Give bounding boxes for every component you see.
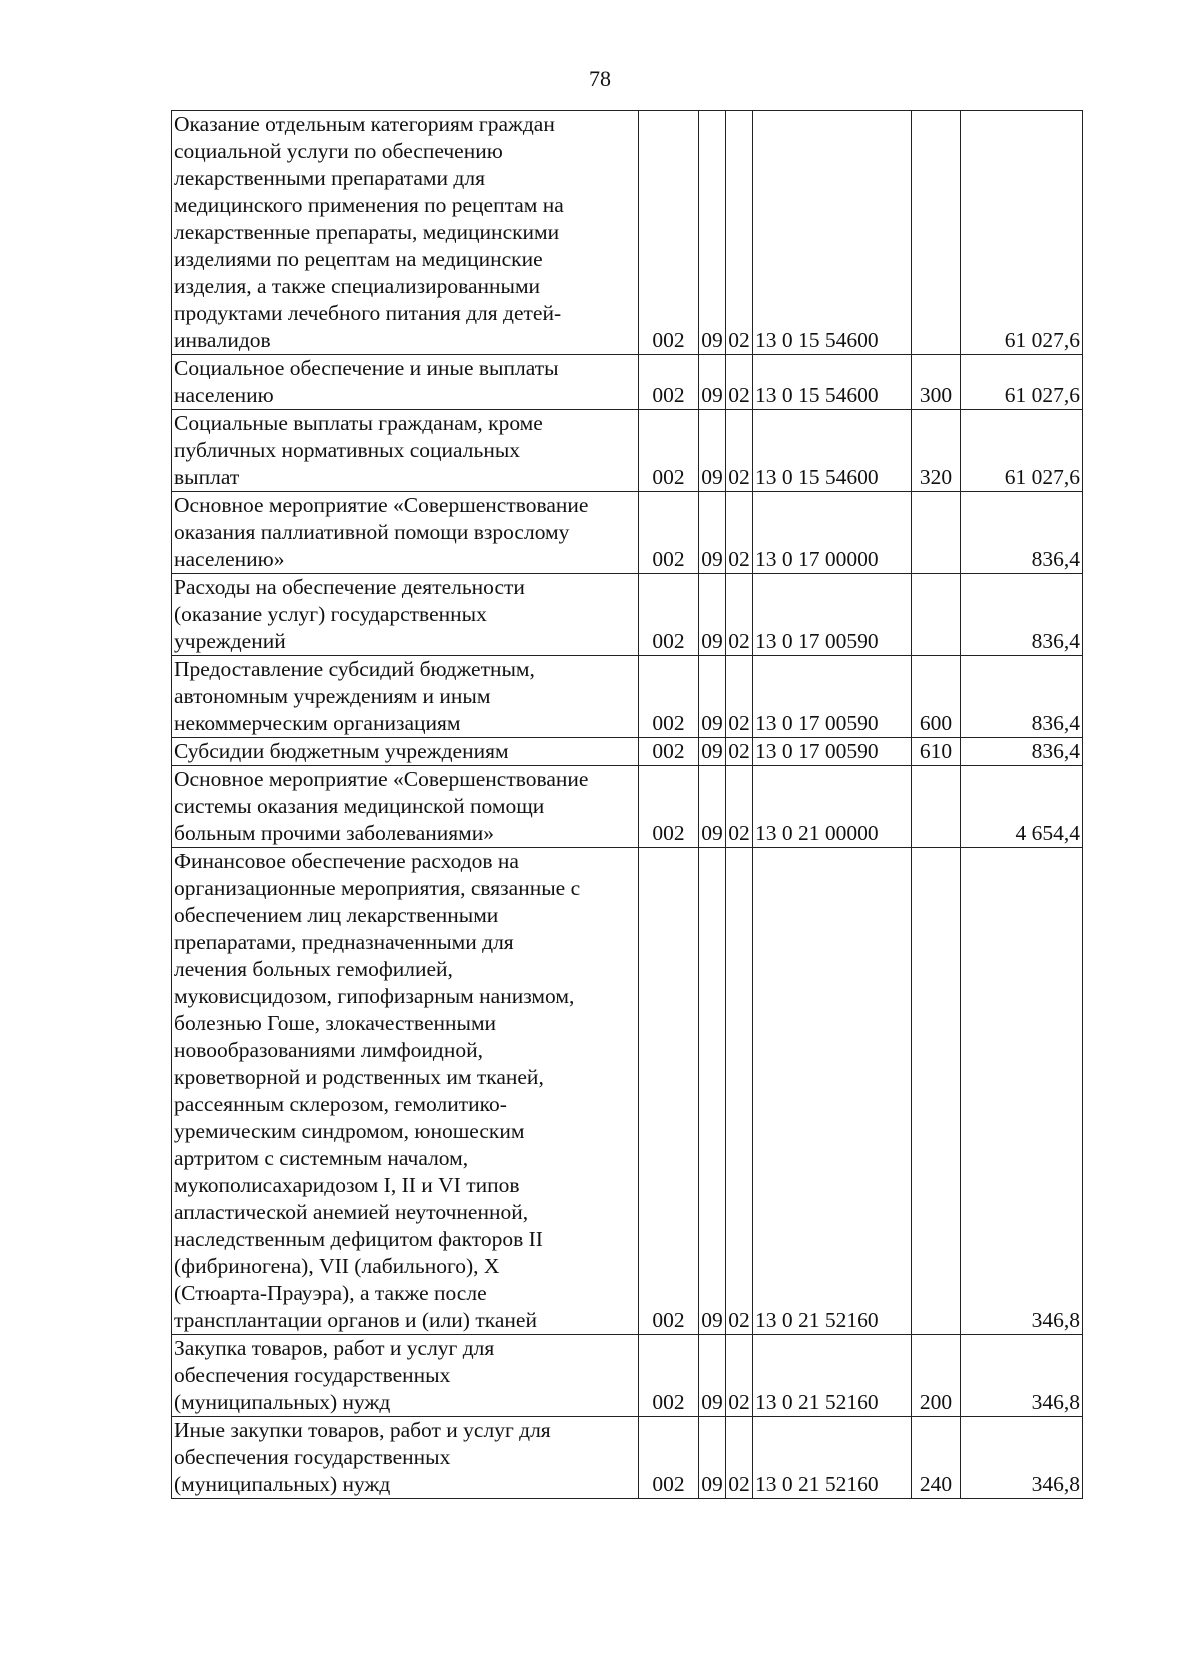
description-cell (172, 1417, 639, 1499)
description-line: системы оказания медицинской помощи (174, 794, 545, 818)
description-line: инвалидов (174, 328, 271, 352)
section-code-cell: 09 (699, 574, 726, 656)
admin-code-cell: 002 (639, 848, 699, 1335)
expense-type-cell: 200 (912, 1335, 961, 1417)
description-line: Социальное обеспечение и иные выплаты (174, 356, 559, 380)
admin-code-cell: 002 (639, 410, 699, 492)
target-article-cell: 13 0 21 00000 (753, 766, 912, 848)
admin-code-cell: 002 (639, 574, 699, 656)
expense-type-cell: 600 (912, 656, 961, 738)
description-line: новообразованиями лимфоидной, (174, 1038, 484, 1062)
subsection-code-cell: 02 (726, 848, 753, 1335)
subsection-code-cell: 02 (726, 410, 753, 492)
expense-type-cell (912, 848, 961, 1335)
amount-cell: 346,8 (961, 1335, 1083, 1417)
section-code-cell: 09 (699, 848, 726, 1335)
admin-code-cell: 002 (639, 738, 699, 766)
description-line: наследственным дефицитом факторов II (174, 1227, 543, 1251)
table-row (172, 410, 1083, 492)
description-line: изделия, а также специализированными (174, 274, 541, 298)
target-article-cell: 13 0 17 00590 (753, 574, 912, 656)
target-article-cell: 13 0 15 54600 (753, 111, 912, 355)
description-line: оказания паллиативной помощи взрослому (174, 520, 570, 544)
table-row (172, 738, 1083, 766)
description-line: артритом с системным началом, (174, 1146, 469, 1170)
description-cell (172, 492, 639, 574)
amount-cell: 61 027,6 (961, 111, 1083, 355)
description-cell (172, 111, 639, 355)
expense-type-cell (912, 492, 961, 574)
description-line: Финансовое обеспечение расходов на (174, 849, 519, 873)
description-line: мукополисахаридозом I, II и VI типов (174, 1173, 520, 1197)
expense-type-cell (912, 574, 961, 656)
target-article-cell: 13 0 15 54600 (753, 355, 912, 410)
description-line: апластической анемией неуточненной, (174, 1200, 529, 1224)
description-line: Закупка товаров, работ и услуг для (174, 1336, 495, 1360)
section-code-cell: 09 (699, 766, 726, 848)
amount-cell: 61 027,6 (961, 355, 1083, 410)
amount-cell: 346,8 (961, 1417, 1083, 1499)
target-article-cell: 13 0 17 00590 (753, 738, 912, 766)
description-cell (172, 738, 639, 766)
description-line: изделиями по рецептам на медицинские (174, 247, 543, 271)
subsection-code-cell: 02 (726, 111, 753, 355)
description-line: некоммерческим организациям (174, 711, 461, 735)
section-code-cell: 09 (699, 1335, 726, 1417)
table-row (172, 574, 1083, 656)
description-cell (172, 574, 639, 656)
section-code-cell: 09 (699, 410, 726, 492)
description-line: муковисцидозом, гипофизарным нанизмом, (174, 984, 575, 1008)
table-row (172, 1417, 1083, 1499)
description-cell (172, 766, 639, 848)
target-article-cell: 13 0 17 00000 (753, 492, 912, 574)
subsection-code-cell: 02 (726, 766, 753, 848)
table-row (172, 656, 1083, 738)
target-article-cell: 13 0 21 52160 (753, 1417, 912, 1499)
description-cell (172, 848, 639, 1335)
description-line: учреждений (174, 629, 286, 653)
expense-type-cell: 610 (912, 738, 961, 766)
subsection-code-cell: 02 (726, 574, 753, 656)
subsection-code-cell: 02 (726, 492, 753, 574)
table-row (172, 355, 1083, 410)
description-line: Основное мероприятие «Совершенствование (174, 767, 589, 791)
amount-cell: 836,4 (961, 738, 1083, 766)
description-line: лекарственными препаратами для (174, 166, 485, 190)
target-article-cell: 13 0 21 52160 (753, 1335, 912, 1417)
description-line: (Стюарта-Прауэра), а также после (174, 1281, 487, 1305)
table-body (172, 111, 1083, 1499)
expense-type-cell (912, 111, 961, 355)
description-line: автономным учреждениям и иным (174, 684, 491, 708)
description-line: обеспечением лиц лекарственными (174, 903, 499, 927)
description-line: уремическим синдромом, юношеским (174, 1119, 525, 1143)
description-line: больным прочими заболеваниями» (174, 821, 495, 845)
subsection-code-cell: 02 (726, 355, 753, 410)
amount-cell: 836,4 (961, 492, 1083, 574)
expense-type-cell: 300 (912, 355, 961, 410)
table-row (172, 1335, 1083, 1417)
description-line: Субсидии бюджетным учреждениям (174, 739, 509, 763)
description-line: населению (174, 383, 274, 407)
description-line: трансплантации органов и (или) тканей (174, 1308, 537, 1332)
subsection-code-cell: 02 (726, 656, 753, 738)
description-line: социальной услуги по обеспечению (174, 139, 503, 163)
description-line: лечения больных гемофилией, (174, 957, 453, 981)
section-code-cell: 09 (699, 738, 726, 766)
description-line: препаратами, предназначенными для (174, 930, 514, 954)
description-cell (172, 1335, 639, 1417)
expense-type-cell: 320 (912, 410, 961, 492)
description-line: обеспечения государственных (174, 1363, 451, 1387)
admin-code-cell: 002 (639, 766, 699, 848)
subsection-code-cell: 02 (726, 1335, 753, 1417)
description-line: Предоставление субсидий бюджетным, (174, 657, 535, 681)
section-code-cell: 09 (699, 355, 726, 410)
subsection-code-cell: 02 (726, 738, 753, 766)
description-line: обеспечения государственных (174, 1445, 451, 1469)
page-number: 78 (589, 66, 611, 91)
description-cell (172, 656, 639, 738)
budget-table (171, 110, 1083, 1499)
description-line: продуктами лечебного питания для детей- (174, 301, 562, 325)
table-row (172, 848, 1083, 1335)
description-line: лекарственные препараты, медицинскими (174, 220, 560, 244)
admin-code-cell: 002 (639, 492, 699, 574)
description-line: (фибриногена), VII (лабильного), X (174, 1254, 500, 1278)
description-line: (муниципальных) нужд (174, 1472, 391, 1496)
description-cell (172, 355, 639, 410)
description-line: выплат (174, 465, 240, 489)
description-line: (оказание услуг) государственных (174, 602, 487, 626)
section-code-cell: 09 (699, 656, 726, 738)
description-line: Основное мероприятие «Совершенствование (174, 493, 589, 517)
section-code-cell: 09 (699, 1417, 726, 1499)
expense-type-cell: 240 (912, 1417, 961, 1499)
description-line: Социальные выплаты гражданам, кроме (174, 411, 543, 435)
table-row (172, 492, 1083, 574)
section-code-cell: 09 (699, 492, 726, 574)
description-line: Иные закупки товаров, работ и услуг для (174, 1418, 551, 1442)
amount-cell: 346,8 (961, 848, 1083, 1335)
amount-cell: 836,4 (961, 656, 1083, 738)
target-article-cell: 13 0 15 54600 (753, 410, 912, 492)
target-article-cell: 13 0 17 00590 (753, 656, 912, 738)
table-row (172, 766, 1083, 848)
table-row (172, 111, 1083, 355)
admin-code-cell: 002 (639, 656, 699, 738)
amount-cell: 836,4 (961, 574, 1083, 656)
admin-code-cell: 002 (639, 1417, 699, 1499)
amount-cell: 61 027,6 (961, 410, 1083, 492)
description-line: кроветворной и родственных им тканей, (174, 1065, 544, 1089)
description-line: болезнью Гоше, злокачественными (174, 1011, 497, 1035)
description-cell (172, 410, 639, 492)
description-line: Оказание отдельным категориям граждан (174, 112, 555, 136)
subsection-code-cell: 02 (726, 1417, 753, 1499)
description-line: населению» (174, 547, 285, 571)
description-line: рассеянным склерозом, гемолитико- (174, 1092, 507, 1116)
description-line: (муниципальных) нужд (174, 1390, 391, 1414)
description-line: медицинского применения по рецептам на (174, 193, 564, 217)
target-article-cell: 13 0 21 52160 (753, 848, 912, 1335)
expense-type-cell (912, 766, 961, 848)
section-code-cell: 09 (699, 111, 726, 355)
admin-code-cell: 002 (639, 1335, 699, 1417)
description-line: организационные мероприятия, связанные с (174, 876, 581, 900)
admin-code-cell: 002 (639, 355, 699, 410)
admin-code-cell: 002 (639, 111, 699, 355)
description-line: Расходы на обеспечение деятельности (174, 575, 525, 599)
amount-cell: 4 654,4 (961, 766, 1083, 848)
description-line: публичных нормативных социальных (174, 438, 521, 462)
